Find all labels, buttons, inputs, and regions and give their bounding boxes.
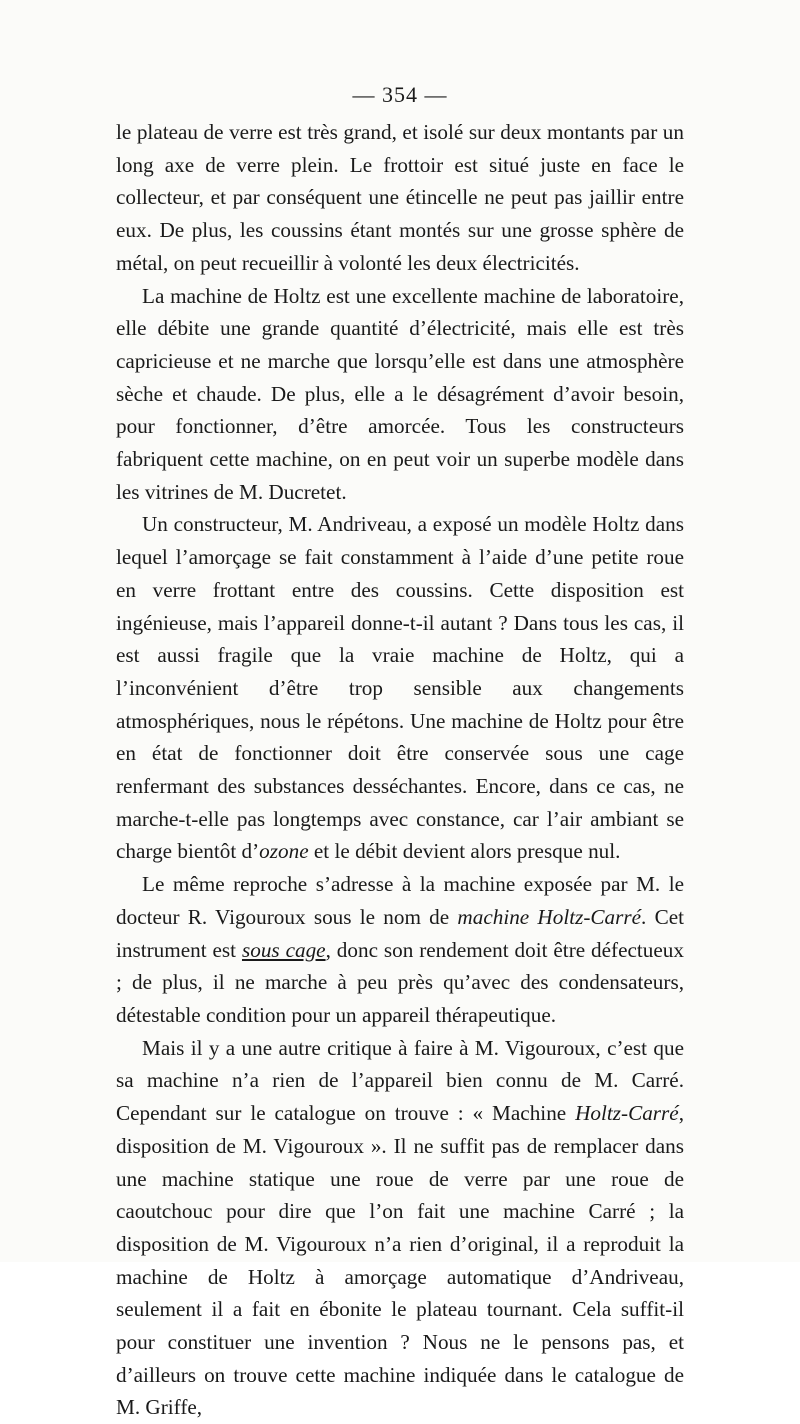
paragraph-4-text-mid: . Cet instrument est [116, 904, 684, 962]
paragraph-5-text-end: , disposition de M. Vigouroux ». Il ne suffit pas de remplacer dans une machine statique une roue de verre par une roue de caoutchouc pour dire que l’on fait une machine Carré ; la disposition de M. Vigouroux n’a rien d’original, il a reproduit la machine de Holtz à amorçage automatique d’Andriveau, seulement il a fait en ébonite le plateau tournant. Cela suffit-il pour constituer une invention ? Nous ne le pensons pas, et d’ailleurs on trouve cette machine indiquée dans le catalogue de M. Griffe, [116, 1101, 684, 1420]
paragraph-3-text: Un constructeur, M. Andriveau, a exposé un modèle Holtz dans lequel l’amorçage se fait constamment à l’aide d’une petite roue en verre frottant entre des coussins. Cette disposition est ingénieuse, mais l’appareil donne-t-il autant ? Dans tous les cas, il est aussi fragile que la vraie machine de Holtz, qui a l’inconvénient d’être trop sensible aux changements atmosphériques, nous le répétons. Une machine de Holtz pour être en état de fonctionner doit être conservée sous une cage renfermant des substances desséchantes. Encore, dans ce cas, ne marche-t-elle pas longtemps avec constance, car l’air ambiant se charge bientôt d’ [116, 512, 684, 864]
paragraph-1 [116, 116, 684, 280]
italic-ozone: ozone [259, 839, 309, 864]
italic-sous-cage [242, 938, 326, 962]
paragraph-4 [116, 868, 684, 1032]
paragraph-3 [116, 508, 684, 868]
italic-holtz-carre: Holtz-Carré [575, 1101, 679, 1126]
paragraph-2-text: La machine de Holtz est une excellente machine de laboratoire, elle débite une grande quantité d’électricité, mais elle est très capricieuse et ne marche que lorsqu’elle est dans une atmosphère sèche et chaude. De plus, elle a le désagrément d’avoir besoin, pour fonctionner, d’être amorcée. Tous les constructeurs fabriquent cette machine, on en peut voir un superbe modèle dans les vitrines de M. Ducretet. [116, 283, 684, 504]
paragraph-1-text: le plateau de verre est très grand, et isolé sur deux montants par un long axe de verre plein. Le frottoir est situé juste en face le collecteur, et par conséquent une étincelle ne peut pas jaillir entre eux. De plus, les coussins étant montés sur une grosse sphère de métal, on peut recueillir à volonté les deux électricités. [116, 120, 684, 275]
paragraph-5-text: Mais il y a une autre critique à faire à M. Vigouroux, c’est que sa machine n’a rien de l’appareil bien connu de M. Carré. Cependant sur le catalogue on trouve : « Machine [116, 1035, 684, 1126]
paragraph-4-text-end: , donc son rendement doit être défectueux ; de plus, il ne marche à peu près qu’avec des condensateurs, détestable condition pour un appareil thérapeutique. [116, 937, 684, 1027]
paragraph-3-text-end: et le débit devient alors presque nul. [308, 839, 621, 864]
paragraph-2 [116, 280, 684, 509]
body-text [116, 116, 684, 1424]
underlined-sous-cage: sous cage [241, 937, 326, 962]
italic-machine-name: machine Holtz-Carré [457, 904, 642, 929]
paragraph-5 [116, 1032, 684, 1424]
paragraph-4-text: Le même reproche s’adresse à la machine exposée par M. le docteur R. Vigouroux sous le nom de [116, 872, 684, 929]
page-number: — 354 — [352, 82, 448, 107]
